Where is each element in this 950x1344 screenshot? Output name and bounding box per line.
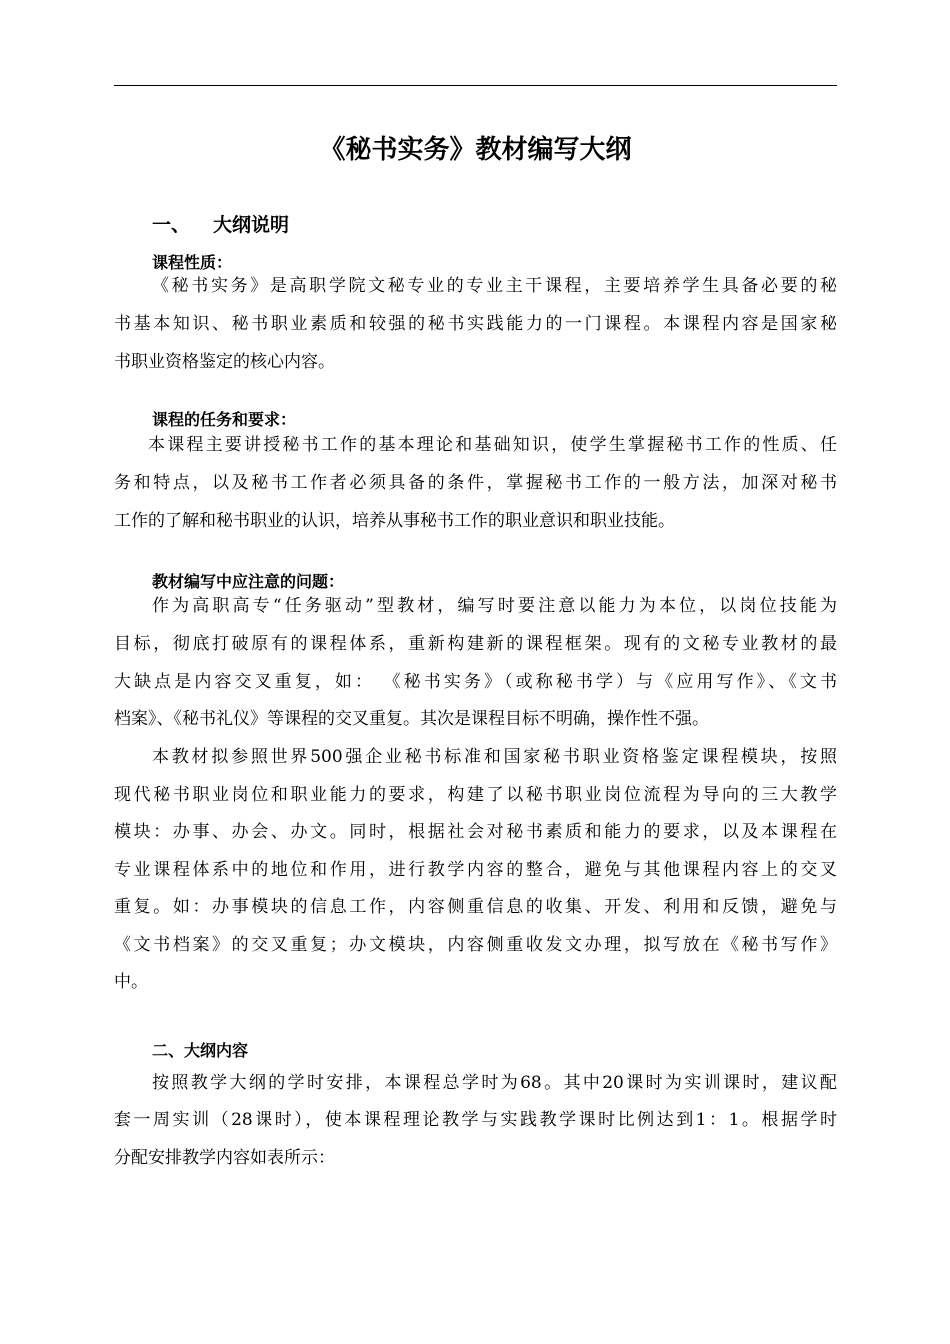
paragraph-line: 模块：办事、办会、办文。同时，根据社会对秘书素质和能力的要求，以及本课程在 bbox=[114, 822, 837, 842]
paragraph-line: 套一周实训（28课时），使本课程理论教学与实践教学课时比例达到1：1。根据学时 bbox=[114, 1110, 837, 1130]
paragraph-line: 现代秘书职业岗位和职业能力的要求，构建了以秘书职业岗位流程为导向的三大教学 bbox=[114, 785, 837, 805]
paragraph-line: 书职业资格鉴定的核心内容。 bbox=[114, 352, 335, 372]
course-nature-heading: 课程性质： bbox=[152, 253, 233, 272]
document-title: 《秘书实务》教材编写大纲 bbox=[319, 135, 632, 165]
paragraph-line: 《秘书实务》是高职学院文秘专业的专业主干课程，主要培养学生具备必要的秘 bbox=[152, 276, 837, 296]
section2-heading: 二、大纲内容 bbox=[152, 1041, 249, 1060]
paragraph-line: 工作的了解和秘书职业的认识，培养从事秘书工作的职业意识和职业技能。 bbox=[114, 511, 675, 531]
paragraph-line: 分配安排教学内容如表所示： bbox=[114, 1148, 335, 1168]
paragraph-line: 书基本知识、秘书职业素质和较强的秘书实践能力的一门课程。本课程内容是国家秘 bbox=[114, 314, 837, 334]
paragraph-line: 务和特点，以及秘书工作者必须具备的条件，掌握秘书工作的一般方法，加深对秘书 bbox=[114, 473, 837, 493]
paragraph-line: 大缺点是内容交叉重复，如： 《秘书实务》（或称秘书学）与《应用写作》、《文书 bbox=[114, 672, 837, 692]
section1-number: 一、 bbox=[152, 214, 191, 236]
paragraph-line: 目标，彻底打破原有的课程体系，重新构建新的课程框架。现有的文秘专业教材的最 bbox=[114, 634, 837, 654]
paragraph-line: 本教材拟参照世界500强企业秘书标准和国家秘书职业资格鉴定课程模块，按照 bbox=[152, 747, 837, 767]
writing-issues-heading: 教材编写中应注意的问题： bbox=[152, 572, 345, 591]
course-tasks-heading: 课程的任务和要求： bbox=[152, 410, 297, 429]
paragraph-line: 按照教学大纲的学时安排，本课程总学时为68。其中20课时为实训课时，建议配 bbox=[152, 1073, 837, 1093]
paragraph-line: 档案》、《秘书礼仪》等课程的交叉重复。其次是课程目标不明确，操作性不强。 bbox=[114, 709, 709, 729]
section1-heading: 大纲说明 bbox=[213, 214, 290, 236]
paragraph-line: 本课程主要讲授秘书工作的基本理论和基础知识，使学生掌握秘书工作的性质、任 bbox=[148, 435, 837, 455]
paragraph-line: 重复。如：办事模块的信息工作，内容侧重信息的收集、开发、利用和反馈，避免与 bbox=[114, 897, 837, 917]
header-rule bbox=[114, 85, 837, 86]
paragraph-line: 中。 bbox=[114, 972, 148, 992]
paragraph-line: 《文书档案》的交叉重复；办文模块，内容侧重收发文办理，拟写放在《秘书写作》 bbox=[114, 935, 837, 955]
paragraph-line: 专业课程体系中的地位和作用，进行教学内容的整合，避免与其他课程内容上的交叉 bbox=[114, 860, 837, 880]
paragraph-line: 作为高职高专“任务驱动”型教材，编写时要注意以能力为本位，以岗位技能为 bbox=[152, 596, 837, 616]
